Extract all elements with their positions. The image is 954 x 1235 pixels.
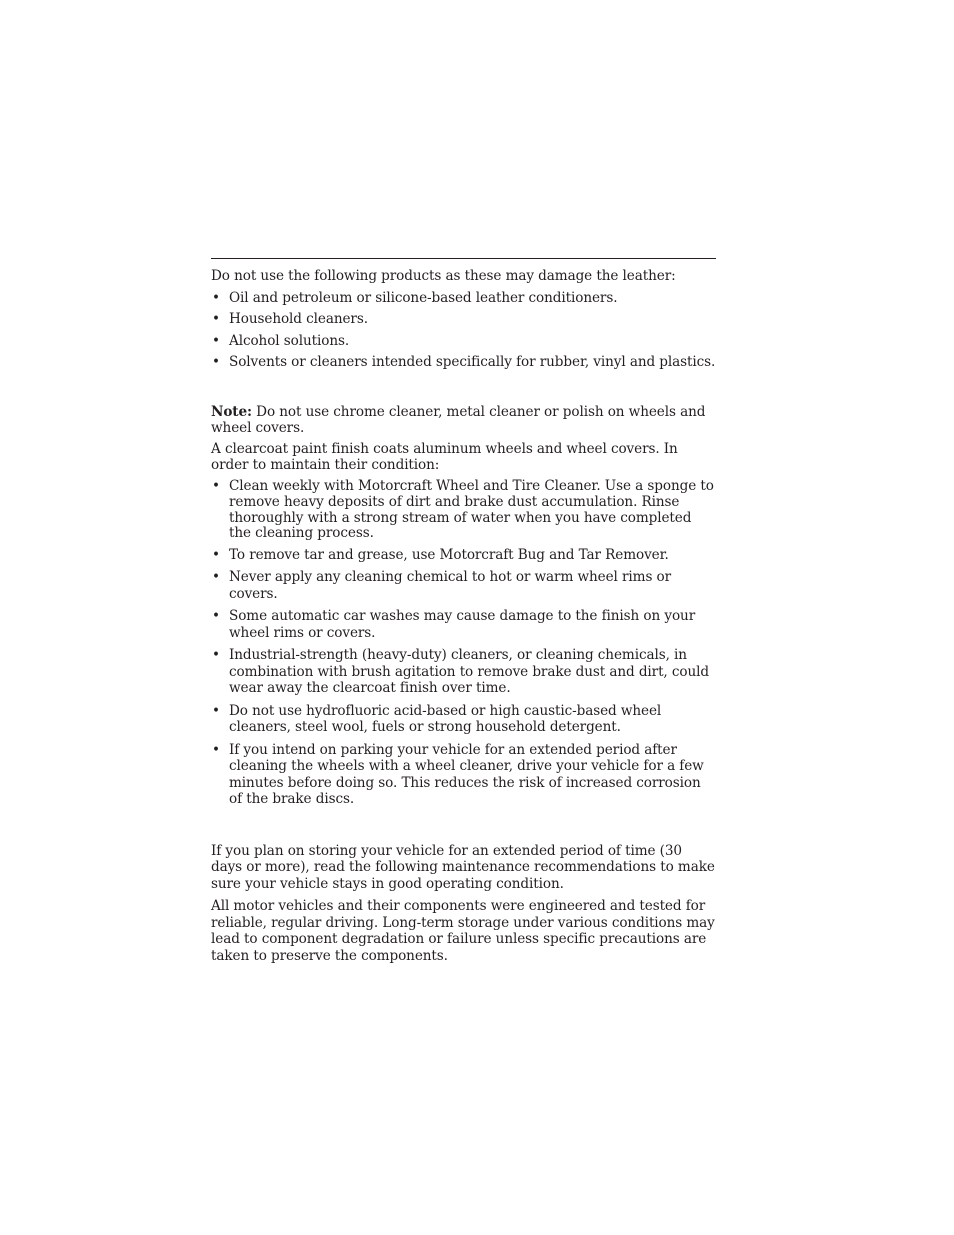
list-item: • Never apply any cleaning chemical to hot or warm wheel rims or covers. — [212, 569, 672, 602]
note-label: Note: — [211, 403, 252, 420]
bullet-icon: • — [212, 546, 220, 563]
list-item: • Solvents or cleaners intended specifically for rubber, vinyl and plastics. — [212, 354, 716, 371]
list-item: • Industrial-strength (heavy-duty) cleaners, or cleaning chemicals, in combination with brush agitation to remove brake dust and dirt, could wear away the clearcoat finish over time. — [212, 647, 709, 697]
header-rule — [211, 258, 716, 259]
list-item: • Clean weekly with Motorcraft Wheel and Tire Cleaner. Use a sponge to remove heavy deposits of dirt and brake dust accumulation. Rinse thoroughly with a strong stream of water when you have completed the cleaning process. — [212, 478, 714, 542]
bullet-icon: • — [212, 647, 220, 664]
list-item: • Oil and petroleum or silicone-based leather conditioners. — [212, 289, 618, 306]
leather-intro: Do not use the following products as these may damage the leather: — [211, 268, 676, 284]
list-item: • To remove tar and grease, use Motorcraft Bug and Tar Remover. — [212, 546, 669, 563]
bullet-icon: • — [212, 289, 220, 306]
storage-para-2: All motor vehicles and their components were engineered and tested for reliable, regular driving. Long-term storage under various conditions may lead to component degradation or failure unless specific precautions are taken to preserve the components. — [211, 898, 715, 964]
list-item: • Alcohol solutions. — [212, 332, 350, 349]
document-page — [211, 258, 716, 964]
bullet-icon: • — [212, 608, 220, 625]
bullet-icon: • — [212, 311, 220, 328]
wheels-list — [211, 479, 716, 807]
list-item: • Some automatic car washes may cause damage to the finish on your wheel rims or covers. — [212, 608, 696, 641]
list-item: • If you intend on parking your vehicle for an extended period after cleaning the wheels with a wheel cleaner, drive your vehicle for a few minutes before doing so. This reduces the risk of increased corrosion of the brake discs. — [212, 741, 704, 808]
bullet-icon: • — [212, 702, 220, 719]
bullet-icon: • — [212, 332, 220, 349]
bullet-icon: • — [212, 741, 220, 758]
bullet-icon: • — [212, 354, 220, 371]
bullet-icon: • — [212, 478, 220, 495]
storage-para-1: If you plan on storing your vehicle for an extended period of time (30 days or more), read the following maintenance recommendations to make sure your vehicle stays in good operating condition. — [211, 842, 715, 892]
wheels-intro: A clearcoat paint finish coats aluminum wheels and wheel covers. In order to maintain their condition: — [211, 441, 678, 473]
list-item: • Do not use hydrofluoric acid-based or high caustic-based wheel cleaners, steel wool, fuels or strong household detergent. — [212, 702, 662, 736]
note-text: Do not use chrome cleaner, metal cleaner or polish on wheels and wheel covers. — [211, 403, 706, 436]
list-item: • Household cleaners. — [212, 311, 368, 328]
bullet-icon: • — [212, 569, 220, 586]
wheels-note — [211, 405, 716, 436]
leather-list — [211, 291, 716, 371]
